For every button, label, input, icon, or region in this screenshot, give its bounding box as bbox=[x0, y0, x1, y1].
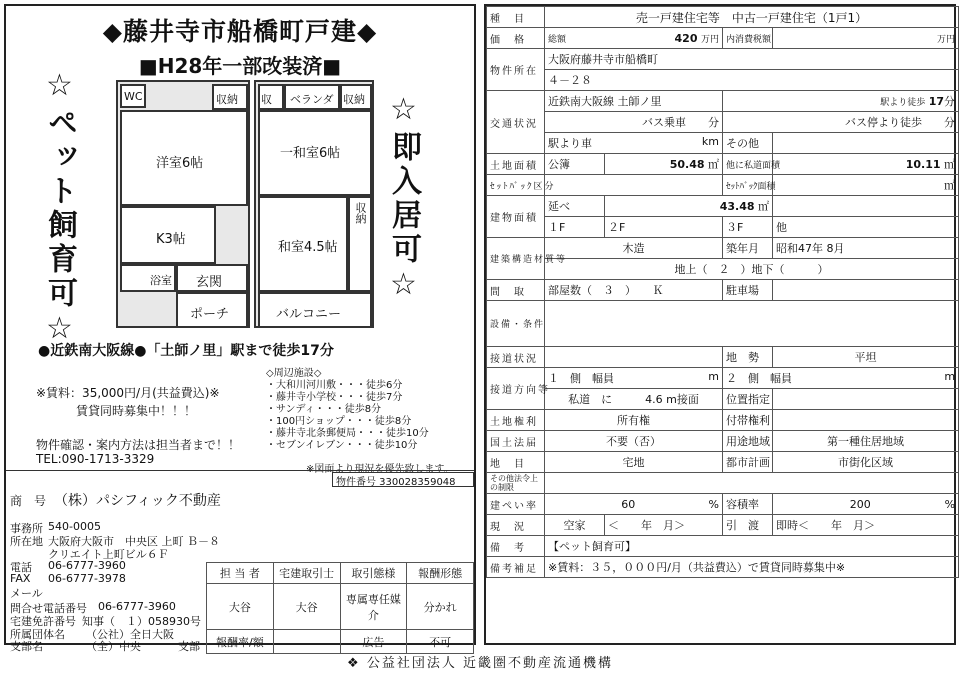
m2-unit: ㎡ bbox=[708, 158, 719, 171]
supplement-label: 備考補足 bbox=[487, 557, 545, 578]
storage1-label: 収納 bbox=[216, 93, 238, 106]
footer-text: 公益社団法人 近畿圏不動産流通機構 bbox=[366, 656, 613, 671]
bath-label: 浴室 bbox=[150, 274, 172, 287]
location-1: 大阪府藤井寺市船橋町 bbox=[545, 49, 959, 70]
storage3-label: 収納 bbox=[343, 93, 365, 106]
side2-label: ２ bbox=[726, 372, 737, 385]
built-label: 築年月 bbox=[723, 238, 773, 259]
land-category-value: 宅地 bbox=[545, 452, 723, 473]
nearby-title: ◇周辺施設◇ bbox=[266, 368, 322, 379]
m2-unit: ㎡ bbox=[773, 175, 959, 196]
layout-label: 間 取 bbox=[487, 280, 545, 301]
location-2: ４－２８ bbox=[545, 70, 959, 91]
structure-label: 建築構造材質等 bbox=[487, 238, 545, 280]
land-area-value: 50.48 bbox=[669, 158, 705, 171]
org-logo-icon: ❖ bbox=[347, 656, 361, 671]
agent-header: 報酬形態 bbox=[407, 563, 474, 584]
room1-label: 洋室6帖 bbox=[156, 156, 204, 171]
private-road-area-value: 10.11 bbox=[905, 158, 941, 171]
price-value: 420 bbox=[674, 31, 698, 45]
road-direction-label: 接道方向等 bbox=[487, 368, 545, 410]
bus-unit: 分 bbox=[708, 116, 719, 129]
land-kind: 公簿 bbox=[545, 154, 605, 175]
closet-label: 収納 bbox=[354, 202, 367, 224]
nearby-item: ・藤井寺小学校・・・徒歩7分 bbox=[266, 392, 403, 403]
type-label: 種 目 bbox=[487, 7, 545, 28]
price-unit: 万円 bbox=[700, 34, 719, 45]
org-label: 所属団体名 bbox=[10, 628, 65, 641]
building-area-value: 43.48 bbox=[719, 200, 755, 213]
walk-label: 駅より徒歩 bbox=[880, 98, 926, 108]
access-text: ●近鉄南大阪線●「土師ノ里」駅まで徒歩17分 bbox=[38, 343, 334, 359]
land-rights-label: 土地権利 bbox=[487, 410, 545, 431]
land-area-label: 土地面積 bbox=[487, 154, 545, 175]
contact-tel: TEL:090-1713-3329 bbox=[36, 452, 155, 466]
entrance-label: 玄関 bbox=[196, 275, 223, 290]
move-in-vertical-text: ☆即入居可☆ bbox=[386, 92, 421, 306]
org-value: （公社）全日大阪 bbox=[86, 628, 174, 641]
branch-label: 支部名 bbox=[10, 640, 43, 653]
m-unit: m bbox=[708, 370, 719, 383]
type-value: 売一戸建住宅等 中古一戸建住宅（1戸1） bbox=[545, 7, 959, 28]
restriction-label: その他法令上の制限 bbox=[487, 473, 545, 494]
car-label: 駅より車 bbox=[548, 137, 592, 150]
flyer-panel bbox=[4, 4, 476, 653]
road-status-label: 接道状況 bbox=[487, 347, 545, 368]
agent-header: 宅建取引士 bbox=[273, 563, 340, 584]
address-label: 所在地 bbox=[10, 535, 43, 548]
position-label: 位置指定 bbox=[723, 389, 773, 410]
agent-header: 担 当 者 bbox=[207, 563, 274, 584]
location-label: 物件所在 bbox=[487, 49, 545, 91]
balcony-top-label: ベランダ bbox=[290, 93, 334, 106]
tel-label: 電話 bbox=[10, 561, 32, 574]
figure-note: ※図面より現況を優先致します。 bbox=[306, 464, 454, 475]
rent-note: ※賃料：35,000円/月(共益費込)※ bbox=[36, 386, 220, 400]
license-label: 宅建免許番号 bbox=[10, 615, 76, 628]
land-law-label: 国土法届 bbox=[487, 431, 545, 452]
setback-area-label: ｾｯﾄﾊﾞｯｸ面積 bbox=[723, 175, 773, 196]
office-zip: 540-0005 bbox=[48, 520, 101, 533]
side1-label: １ bbox=[548, 372, 559, 385]
floors-value: 地上（ ２ ）地下（ ） bbox=[545, 259, 959, 280]
current-date: ＜ 年 月＞ bbox=[605, 515, 723, 536]
m2-unit: ㎡ bbox=[758, 200, 769, 213]
zone-label: 用途地域 bbox=[723, 431, 773, 452]
built-value: 昭和47年 8月 bbox=[773, 238, 959, 259]
room2-label: 一和室6帖 bbox=[280, 146, 341, 161]
kitchen-label: K3帖 bbox=[156, 232, 186, 247]
tax-label: 内消費税額 bbox=[723, 28, 773, 49]
km-unit: km bbox=[701, 135, 719, 148]
office-label: 事務所 bbox=[10, 522, 43, 535]
other-floor-label: 他 bbox=[773, 217, 959, 238]
mail-label: メール bbox=[10, 587, 43, 600]
zone-value: 第一種住居地域 bbox=[773, 431, 959, 452]
terrain-label: 地 勢 bbox=[723, 347, 773, 368]
fee-value bbox=[273, 630, 340, 654]
agent-value: 専属専任媒介 bbox=[340, 584, 407, 630]
price-label: 価 格 bbox=[487, 28, 545, 49]
agent-table bbox=[206, 562, 474, 654]
delivery-value: 即時＜ 年 月＞ bbox=[773, 515, 959, 536]
walk-value: 17 bbox=[928, 95, 945, 108]
width-label: 側 幅員 bbox=[748, 372, 792, 385]
percent-unit: % bbox=[944, 497, 956, 511]
total-label: 総額 bbox=[548, 34, 567, 45]
pet-vertical-text: ☆ペット飼育可☆ bbox=[42, 68, 77, 350]
remarks-value: 【ペット飼育可】 bbox=[545, 536, 959, 557]
land-rights-value: 所有権 bbox=[545, 410, 723, 431]
nearby-list bbox=[266, 368, 429, 452]
nearby-item: ・大和川河川敷・・・徒歩6分 bbox=[266, 380, 403, 391]
room3-label: 和室4.5帖 bbox=[278, 240, 338, 255]
bus-stop-unit: 分 bbox=[944, 116, 956, 129]
license-value: 知事（ １）058930号 bbox=[82, 615, 201, 628]
building-total-label: 延べ bbox=[545, 196, 605, 217]
line-value: 近鉄南大阪線 土師ノ里 bbox=[545, 91, 723, 112]
land-category-label: 地 目 bbox=[487, 452, 545, 473]
land-law-value: 不要（否） bbox=[545, 431, 723, 452]
bus-label: バス乗車 bbox=[642, 116, 686, 129]
floor-area-ratio-label: 容積率 bbox=[723, 494, 773, 515]
porch-label: ポーチ bbox=[190, 307, 230, 322]
floor-area-ratio-value: 200 bbox=[849, 497, 871, 511]
inquiry-label: 問合せ電話番号 bbox=[10, 602, 87, 615]
fax-value: 06-6777-3978 bbox=[48, 572, 126, 585]
floor1-label: １F bbox=[545, 217, 605, 238]
structure-value: 木造 bbox=[545, 238, 723, 259]
flyer-title: ◆藤井寺市船橋町戸建◆ bbox=[102, 17, 378, 46]
agent-value: 大谷 bbox=[207, 584, 274, 630]
m2-unit: ㎡ bbox=[944, 158, 956, 171]
balcony-label: バルコニー bbox=[276, 307, 342, 322]
contact-note: 物件確認・案内方法は担当者まで！！ bbox=[36, 438, 241, 452]
property-sheet bbox=[484, 4, 956, 645]
nearby-item: ・セブンイレブン・・・徒歩10分 bbox=[266, 440, 418, 451]
terrain-value: 平坦 bbox=[773, 347, 959, 368]
nearby-item: ・サンディ・・・徒歩8分 bbox=[266, 404, 382, 415]
agent-header: 取引態様 bbox=[340, 563, 407, 584]
width-label: 側 幅員 bbox=[570, 372, 614, 385]
m-unit: m bbox=[944, 370, 956, 383]
attached-rights-label: 付帯権利 bbox=[723, 410, 773, 431]
address: 大阪府大阪市 中央区 上町 Ｂ－８ bbox=[48, 535, 220, 548]
delivery-label: 引 渡 bbox=[723, 515, 773, 536]
fax-label: FAX bbox=[10, 572, 31, 585]
equipment-label: 設備・条件 bbox=[487, 301, 545, 347]
traffic-label: 交通状況 bbox=[487, 91, 545, 154]
supplement-value: ※賃料：３５，０００円/月（共益費込）で賃貸同時募集中※ bbox=[545, 557, 959, 578]
building-area-label: 建物面積 bbox=[487, 196, 545, 238]
nearby-item: ・藤井寺北条郵便局・・・徒歩10分 bbox=[266, 428, 429, 439]
private-road-value: 私道 に 4.6 m接面 bbox=[545, 389, 723, 410]
inquiry-value: 06-6777-3960 bbox=[98, 600, 176, 613]
flyer-subtitle: ■H28年一部改装済■ bbox=[138, 54, 342, 78]
urban-plan-value: 市街化区域 bbox=[773, 452, 959, 473]
floor2-label: ２F bbox=[605, 217, 723, 238]
rent-note-2: 賃貸同時募集中！！！ bbox=[76, 404, 197, 418]
walk-unit: 分 bbox=[944, 95, 956, 108]
other-label: その他 bbox=[723, 133, 773, 154]
current-value: 空家 bbox=[545, 515, 605, 536]
tel-value: 06-6777-3960 bbox=[48, 559, 126, 572]
agent-value: 大谷 bbox=[273, 584, 340, 630]
setback-label: ｾｯﾄﾊﾞｯｸ区分 bbox=[487, 175, 545, 196]
parking-label: 駐車場 bbox=[723, 280, 773, 301]
tax-unit: 万円 bbox=[773, 28, 959, 49]
urban-plan-label: 都市計画 bbox=[723, 452, 773, 473]
company-label: 商 号 bbox=[10, 494, 47, 508]
bus-stop-label: バス停より徒歩 bbox=[845, 116, 923, 129]
ad-label: 広告 bbox=[340, 630, 407, 654]
layout-value: 部屋数（ ３ ） Ｋ bbox=[545, 280, 723, 301]
ad-value: 不可 bbox=[407, 630, 474, 654]
fee-label: 報酬率/額 bbox=[207, 630, 274, 654]
footer-organization bbox=[0, 652, 960, 671]
coverage-label: 建ぺい率 bbox=[487, 494, 545, 515]
remarks-label: 備 考 bbox=[487, 536, 545, 557]
agent-value: 分かれ bbox=[407, 584, 474, 630]
storage2-label: 収 bbox=[261, 93, 272, 106]
company-name: （株）パシフィック不動産 bbox=[54, 493, 221, 509]
private-road-area-label: 他に私道面積 bbox=[723, 154, 773, 175]
branch-suffix: 支部 bbox=[178, 640, 200, 653]
current-label: 現 況 bbox=[487, 515, 545, 536]
percent-unit: % bbox=[708, 497, 719, 511]
branch-value: （全）中央 bbox=[86, 640, 141, 653]
nearby-item: ・100円ショップ・・・徒歩8分 bbox=[266, 416, 412, 427]
wc-label: WC bbox=[124, 90, 143, 103]
floor3-label: ３F bbox=[723, 217, 773, 238]
property-number: 物件番号 330028359048 bbox=[332, 472, 474, 487]
coverage-value: 60 bbox=[621, 497, 636, 511]
property-table bbox=[486, 6, 959, 578]
address-2: クリエイト上町ビル６Ｆ bbox=[48, 548, 169, 561]
